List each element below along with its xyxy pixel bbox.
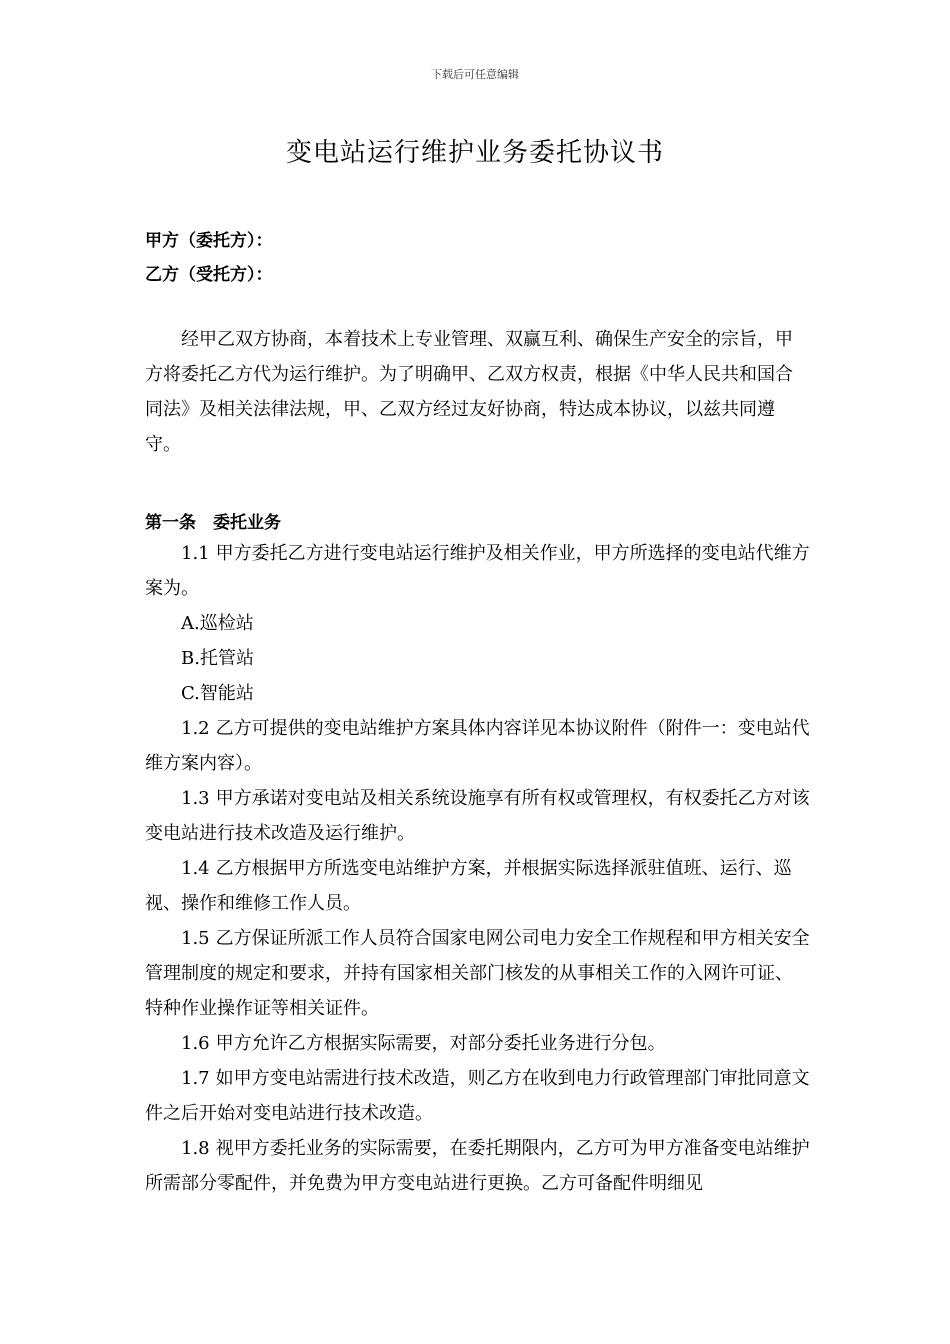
article-1-clauses bbox=[145, 536, 810, 1201]
clause-text: 如甲方变电站需进行技术改造，则乙方在收到电力行政管理部门审批同意文件之后开始对变电站进行技术改造。 bbox=[145, 1068, 810, 1124]
clause-text: 视甲方委托业务的实际需要，在委托期限内，乙方可为甲方准备变电站维护所需部分零配件，并免费为甲方变电站进行更换。乙方可备配件明细见 bbox=[145, 1138, 810, 1194]
clause-1-2 bbox=[145, 711, 810, 781]
clause-text: 甲方承诺对变电站及相关系统设施享有所有权或管理权，有权委托乙方对该变电站进行技术改造及运行维护。 bbox=[145, 788, 810, 844]
clause-1-5 bbox=[145, 921, 810, 1026]
clause-number: 1.7 bbox=[181, 1068, 210, 1089]
clause-number: 1.4 bbox=[181, 858, 210, 879]
document-title: 变电站运行维护业务委托协议书 bbox=[285, 138, 664, 168]
header-note: 下载后可任意编辑 bbox=[431, 68, 519, 81]
option-b: B.托管站 bbox=[181, 648, 254, 669]
intro-paragraph: 经甲乙双方协商，本着技术上专业管理、双赢互利、确保生产安全的宗旨，甲方将委托乙方代为运行维护。为了明确甲、乙双方权责，根据《中华人民共和国合同法》及相关法律法规，甲、乙双方经过友好协商，特达成本协议，以兹共同遵守。 bbox=[145, 329, 793, 455]
clause-number: 1.2 bbox=[181, 718, 210, 739]
clause-1-6 bbox=[145, 1026, 810, 1061]
clause-text: 乙方根据甲方所选变电站维护方案，并根据实际选择派驻值班、运行、巡视、操作和维修工作人员。 bbox=[145, 858, 792, 914]
clause-1-7 bbox=[145, 1061, 810, 1131]
clause-text: 甲方委托乙方进行变电站运行维护及相关作业，甲方所选择的变电站代维方案为。 bbox=[145, 543, 810, 599]
clause-number: 1.5 bbox=[181, 928, 210, 949]
party-a-label: 甲方（委托方）： bbox=[145, 231, 273, 251]
clause-number: 1.1 bbox=[181, 543, 210, 564]
clause-text: 乙方保证所派工作人员符合国家电网公司电力安全工作规程和甲方相关安全管理制度的规定和要求，并持有国家相关部门核发的从事相关工作的入网许可证、特种作业操作证等相关证件。 bbox=[145, 928, 810, 1019]
clause-1-3 bbox=[145, 781, 810, 851]
clause-text: 乙方可提供的变电站维护方案具体内容详见本协议附件（附件一：变电站代维方案内容）。 bbox=[145, 718, 810, 774]
clause-number: 1.6 bbox=[181, 1033, 210, 1054]
option-a: A.巡检站 bbox=[181, 613, 254, 634]
clause-number: 1.8 bbox=[181, 1138, 210, 1159]
clause-number: 1.3 bbox=[181, 788, 210, 809]
clause-1-8 bbox=[145, 1131, 810, 1201]
option-c: C.智能站 bbox=[181, 683, 254, 704]
clause-1-1 bbox=[145, 536, 810, 606]
clause-1-4 bbox=[145, 851, 810, 921]
article-1-heading: 第一条 委托业务 bbox=[145, 513, 281, 533]
clause-text: 甲方允许乙方根据实际需要，对部分委托业务进行分包。 bbox=[215, 1033, 666, 1054]
party-b-label: 乙方（受托方）： bbox=[145, 265, 273, 285]
